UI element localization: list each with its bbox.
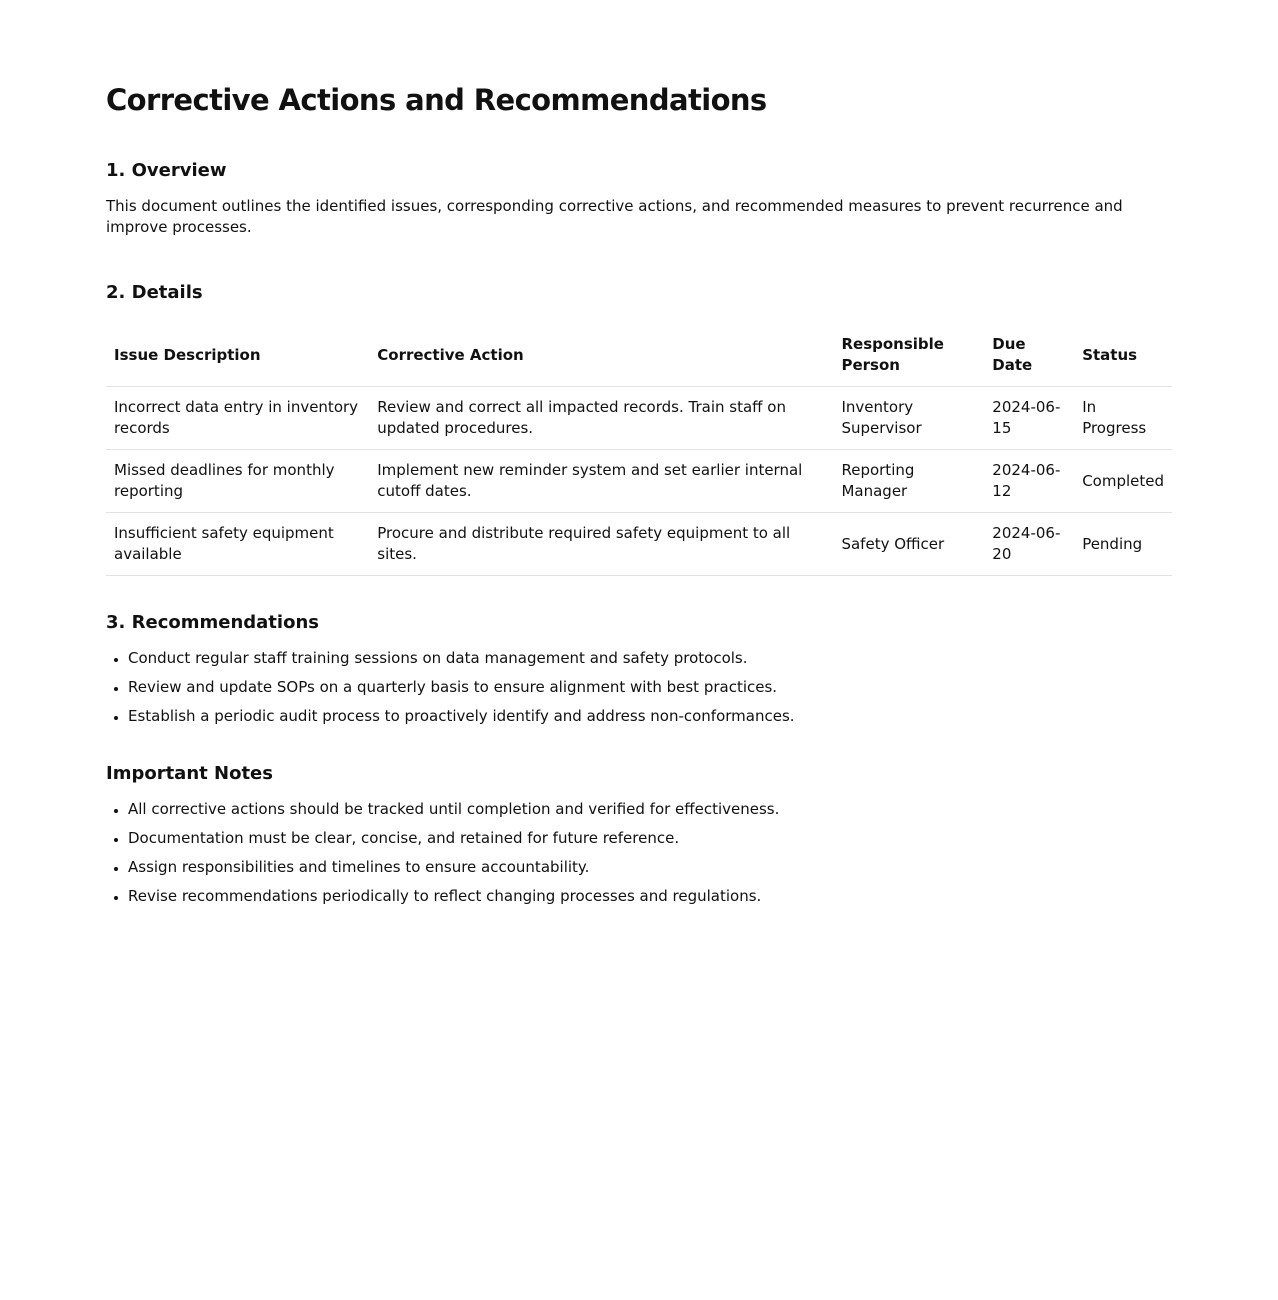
cell-status: Completed [1074, 450, 1172, 513]
list-item: • Revise recommendations periodically to reflect changing processes and regulations. [128, 886, 1172, 907]
overview-heading: 1. Overview [106, 160, 227, 181]
recommendations-list [106, 648, 1172, 727]
column-header-action: Corrective Action [369, 324, 833, 387]
corrective-actions-table [106, 324, 1172, 576]
notes-heading: Important Notes [106, 763, 273, 784]
cell-person: Reporting Manager [833, 450, 984, 513]
table-header-row [106, 324, 1172, 387]
cell-due-date: 2024-06-12 [984, 450, 1074, 513]
cell-person: Inventory Supervisor [833, 387, 984, 450]
column-header-person: Responsible Person [833, 324, 984, 387]
list-item: • Assign responsibilities and timelines to ensure accountability. [128, 857, 1172, 878]
cell-action: Procure and distribute required safety equipment to all sites. [369, 513, 833, 576]
cell-due-date: 2024-06-15 [984, 387, 1074, 450]
details-heading: 2. Details [106, 282, 203, 303]
cell-status: In Progress [1074, 387, 1172, 450]
notes-list [106, 799, 1172, 907]
cell-status: Pending [1074, 513, 1172, 576]
cell-issue: Incorrect data entry in inventory records [106, 387, 369, 450]
cell-issue: Missed deadlines for monthly reporting [106, 450, 369, 513]
page-title: Corrective Actions and Recommendations [106, 83, 767, 117]
table-row [106, 450, 1172, 513]
list-item: • Review and update SOPs on a quarterly basis to ensure alignment with best practices. [128, 677, 1172, 698]
list-item: • All corrective actions should be tracked until completion and verified for effectiveness. [128, 799, 1172, 820]
overview-text: This document outlines the identified issues, corresponding corrective actions, and recommended measures to prevent recurrence and improve processes. [106, 197, 1123, 236]
column-header-due-date: Due Date [984, 324, 1074, 387]
list-item: • Conduct regular staff training sessions on data management and safety protocols. [128, 648, 1172, 669]
cell-due-date: 2024-06-20 [984, 513, 1074, 576]
list-item: • Documentation must be clear, concise, and retained for future reference. [128, 828, 1172, 849]
table-row [106, 387, 1172, 450]
cell-issue: Insufficient safety equipment available [106, 513, 369, 576]
cell-action: Review and correct all impacted records. Train staff on updated procedures. [369, 387, 833, 450]
recommendations-heading: 3. Recommendations [106, 612, 319, 633]
cell-person: Safety Officer [833, 513, 984, 576]
cell-action: Implement new reminder system and set earlier internal cutoff dates. [369, 450, 833, 513]
list-item: • Establish a periodic audit process to proactively identify and address non-conformances. [128, 706, 1172, 727]
table-row [106, 513, 1172, 576]
column-header-status: Status [1074, 324, 1172, 387]
column-header-issue: Issue Description [106, 324, 369, 387]
